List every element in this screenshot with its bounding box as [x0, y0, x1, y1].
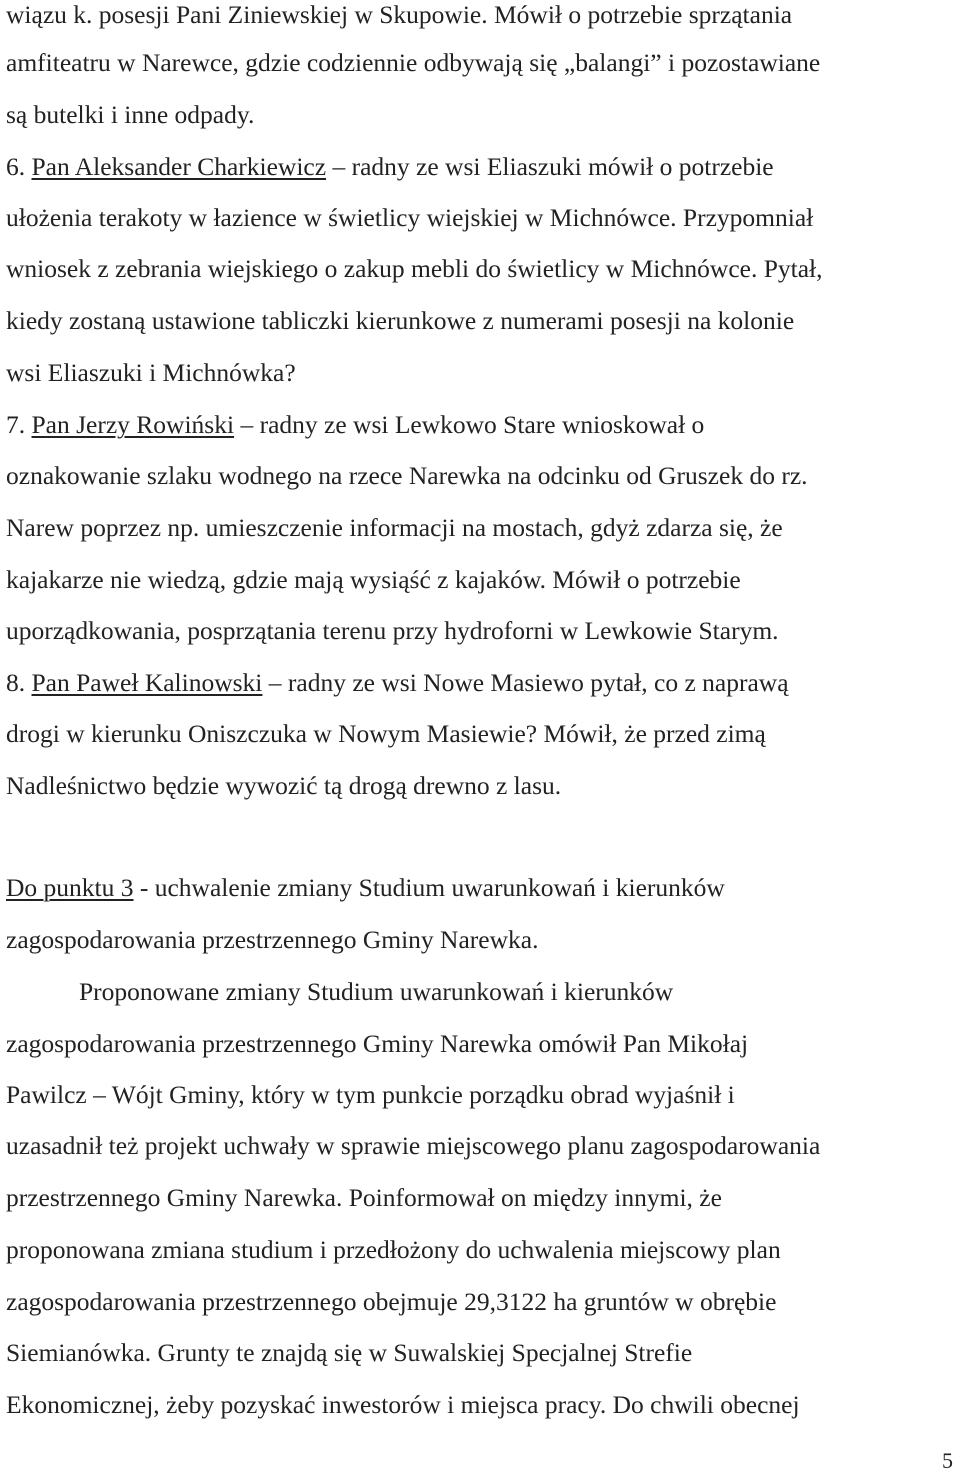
text-line: [6, 925, 538, 955]
text-line: [6, 152, 774, 182]
text-line: [6, 1287, 776, 1317]
text-run: Siemianówka. Grunty te znajdą się w Suwalskiej Specjalnej Strefie: [6, 1338, 693, 1367]
speaker-name: Pan Jerzy Rowiński: [31, 410, 235, 439]
text-line: [6, 410, 704, 440]
text-line: [6, 0, 792, 30]
text-line: [6, 306, 794, 336]
text-line: [6, 254, 823, 284]
section-heading-label: Do punktu 3: [6, 873, 134, 902]
text-line: [6, 1183, 722, 1213]
paragraph-first-line: [79, 977, 673, 1007]
text-line: [6, 48, 820, 78]
text-line: [6, 719, 766, 749]
text-run: zagospodarowania przestrzennego Gminy Narewka.: [6, 925, 539, 954]
text-run: – radny ze wsi Eliaszuki mówił o potrzebie: [326, 152, 774, 181]
text-line: [6, 1080, 735, 1110]
text-line: [6, 358, 296, 388]
text-line: [6, 1235, 781, 1265]
text-line: [6, 513, 783, 543]
speaker-name: Pan Paweł Kalinowski: [31, 668, 263, 697]
text-line: [6, 616, 779, 646]
text-run: Ekonomicznej, żeby pozyskać inwestorów i miejsca pracy. Do chwili obecnej: [6, 1390, 800, 1419]
text-run: zagospodarowania przestrzennego Gminy Narewka omówił Pan Mikołaj: [6, 1029, 749, 1058]
text-run: oznakowanie szlaku wodnego na rzece Narewka na odcinku od Gruszek do rz.: [6, 461, 808, 490]
text-run: - uchwalenie zmiany Studium uwarunkowań i kierunków: [133, 873, 725, 902]
text-run: kiedy zostaną ustawione tabliczki kierunkowe z numerami posesji na kolonie: [6, 306, 795, 335]
text-run: przestrzennego Gminy Narewka. Poinformował on między innymi, że: [6, 1183, 722, 1212]
text-run: są butelki i inne odpady.: [6, 100, 255, 129]
text-line: [6, 565, 741, 595]
text-run: wiązu k. posesji Pani Ziniewskiej w Skupowie. Mówił o potrzebie sprzątania: [6, 0, 793, 29]
text-line: [6, 771, 561, 801]
text-run: – radny ze wsi Nowe Masiewo pytał, co z naprawą: [262, 668, 789, 697]
speaker-name: Pan Aleksander Charkiewicz: [31, 152, 327, 181]
text-run: 6.: [6, 152, 32, 181]
text-run: – radny ze wsi Lewkowo Stare wnioskował o: [234, 410, 705, 439]
text-run: proponowana zmiana studium i przedłożony do uchwalenia miejscowy plan: [6, 1235, 781, 1264]
text-run: ułożenia terakoty w łazience w świetlicy wiejskiej w Michnówce. Przypomniał: [6, 203, 814, 232]
text-line: [6, 1390, 800, 1420]
text-line: [6, 1131, 820, 1161]
text-run: wsi Eliaszuki i Michnówka?: [6, 358, 296, 387]
text-run: Proponowane zmiany Studium uwarunkowań i kierunków: [79, 977, 674, 1006]
text-run: wniosek z zebrania wiejskiego o zakup mebli do świetlicy w Michnówce. Pytał,: [6, 254, 823, 283]
text-line: [6, 203, 813, 233]
text-run: 7.: [6, 410, 32, 439]
text-run: kajakarze nie wiedzą, gdzie mają wysiąść z kajaków. Mówił o potrzebie: [6, 565, 741, 594]
text-line: [6, 461, 808, 491]
text-line: [6, 1338, 692, 1368]
text-run: 8.: [6, 668, 32, 697]
text-run: Nadleśnictwo będzie wywozić tą drogą drewno z lasu.: [6, 771, 562, 800]
text-run: amfiteatru w Narewce, gdzie codziennie odbywają się „balangi” i pozostawiane: [6, 48, 821, 77]
text-run: Narew poprzez np. umieszczenie informacji na mostach, gdyż zdarza się, że: [6, 513, 783, 542]
text-run: uporządkowania, posprzątania terenu przy hydroforni w Lewkowie Starym.: [6, 616, 779, 645]
text-run: zagospodarowania przestrzennego obejmuje 29,3122 ha gruntów w obrębie: [6, 1287, 777, 1316]
text-line: [6, 668, 789, 698]
text-run: Pawilcz – Wójt Gminy, który w tym punkcie porządku obrad wyjaśnił i: [6, 1080, 735, 1109]
page-number: 5: [942, 1448, 953, 1473]
text-run: uzasadnił też projekt uchwały w sprawie miejscowego planu zagospodarowania: [6, 1131, 821, 1160]
section-heading-line: [6, 873, 725, 903]
text-line: [6, 1029, 748, 1059]
text-run: drogi w kierunku Oniszczuka w Nowym Masiewie? Mówił, że przed zimą: [6, 719, 766, 748]
text-line: [6, 100, 254, 130]
